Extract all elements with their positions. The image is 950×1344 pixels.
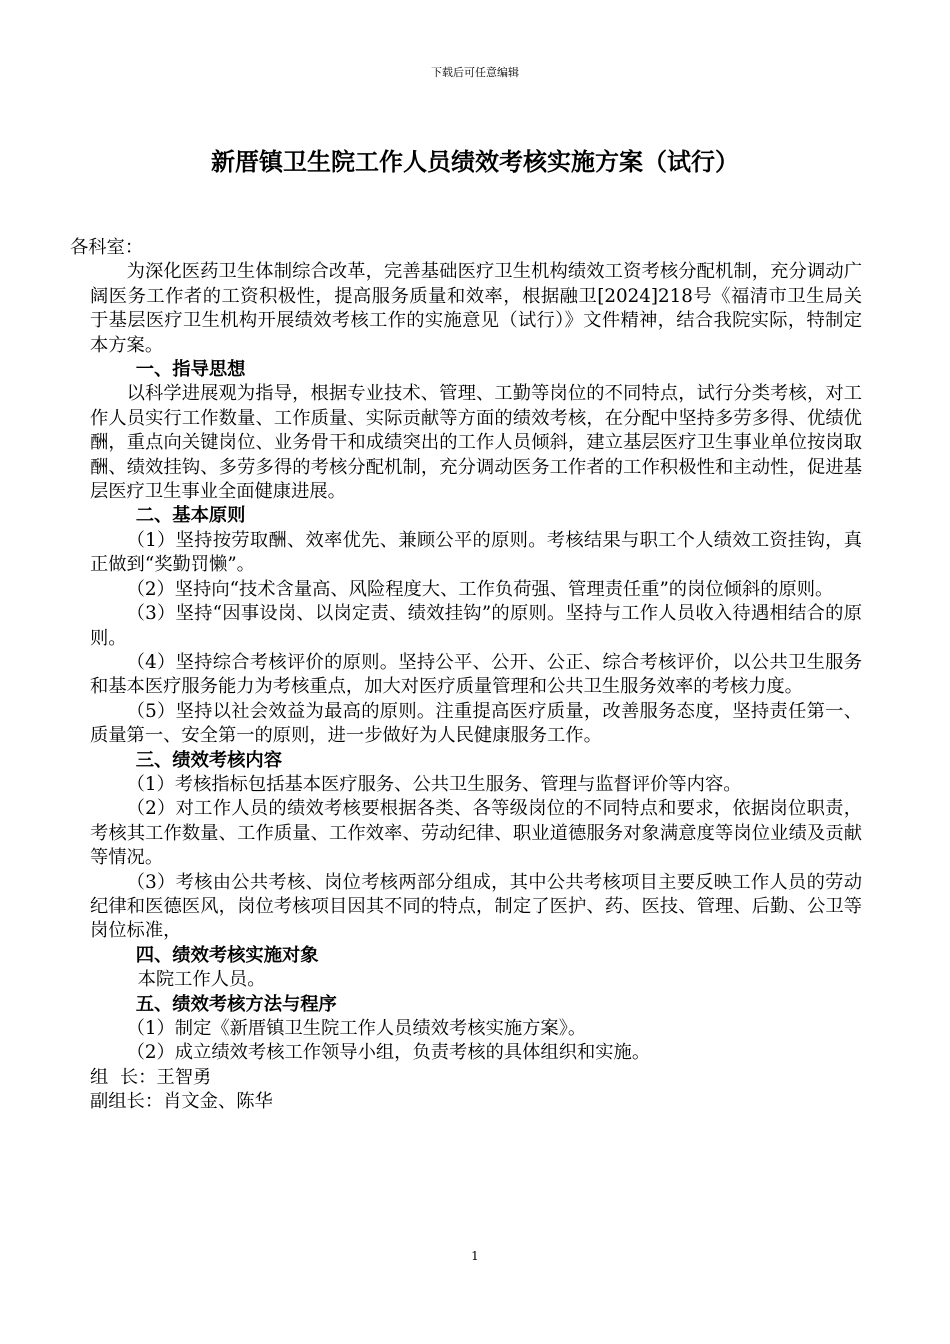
section-heading-basic-principles: 二、基本原则	[135, 505, 246, 527]
paragraph: （1）坚持按劳取酬、效率优先、兼顾公平的原则。考核结果与职工个人绩效工资挂钩，真正做到“奖勤罚懒”。	[90, 529, 862, 576]
paragraph: 本院工作人员。	[137, 969, 266, 991]
paragraph: （1）考核指标包括基本医疗服务、公共卫生服务、管理与监督评价等内容。	[126, 773, 742, 795]
document-body	[70, 236, 862, 1115]
paragraph: （5）坚持以社会效益为最高的原则。注重提高医疗质量，改善服务态度，坚持责任第一、质量第一、安全第一的原则，进一步做好为人民健康服务工作。	[90, 700, 862, 747]
intro-paragraph: 为深化医药卫生体制综合改革，完善基础医疗卫生机构绩效工资考核分配机制，充分调动广阔医务工作者的工资积极性，提高服务质量和效率，根据融卫[2024]218号《福清市卫生局关于基层医疗卫生机构开展绩效考核工作的实施意见（试行）》文件精神，结合我院实际，特制定本方案。	[90, 261, 862, 356]
team-deputy: 副组长：肖文金、陈华	[90, 1091, 273, 1113]
paragraph: 以科学进展观为指导，根据专业技术、管理、工勤等岗位的不同特点，试行分类考核，对工作人员实行工作数量、工作质量、实际贡献等方面的绩效考核，在分配中坚持多劳多得、优绩优酬，重点向关键岗位、业务骨干和成绩突出的工作人员倾斜，建立基层医疗卫生事业单位按岗取酬、绩效挂钩、多劳多得的考核分配机制，充分调动医务工作者的工作积极性和主动性，促进基层医疗卫生事业全面健康进展。	[90, 383, 862, 503]
salutation: 各科室：	[70, 237, 144, 258]
section-heading-assessment-targets: 四、绩效考核实施对象	[135, 944, 319, 966]
paragraph: （3）考核由公共考核、岗位考核两部分组成，其中公共考核项目主要反映工作人员的劳动纪律和医德医风，岗位考核项目因其不同的特点，制定了医护、药、医技、管理、后勤、公卫等岗位标准，	[90, 871, 862, 942]
paragraph: （2）对工作人员的绩效考核要根据各类、各等级岗位的不同特点和要求，依据岗位职责，考核其工作数量、工作质量、工作效率、劳动纪律、职业道德服务对象满意度等岗位业绩及贡献等情况。	[90, 798, 862, 869]
section-heading-methods-procedures: 五、绩效考核方法与程序	[135, 993, 337, 1015]
section-heading-guiding-thought: 一、指导思想	[135, 359, 246, 381]
paragraph: （3）坚持“因事设岗、以岗定责、绩效挂钩”的原则。坚持与工作人员收入待遇相结合的原则。	[90, 603, 862, 649]
paragraph: （2）坚持向“技术含量高、风险程度大、工作负荷强、管理责任重”的岗位倾斜的原则。	[126, 578, 834, 600]
section-heading-assessment-content: 三、绩效考核内容	[135, 749, 282, 771]
paragraph: （2）成立绩效考核工作领导小组，负责考核的具体组织和实施。	[126, 1042, 651, 1064]
header-note: 下载后可任意编辑	[431, 66, 519, 79]
page-number: 1	[471, 1249, 479, 1263]
document-title: 新厝镇卫生院工作人员绩效考核实施方案（试行）	[211, 147, 739, 176]
paragraph: （4）坚持综合考核评价的原则。坚持公平、公开、公正、综合考核评价，以公共卫生服务和基本医疗服务能力为考核重点，加大对医疗质量管理和公共卫生服务效率的考核力度。	[90, 651, 862, 698]
team-leader: 组 长：王智勇	[90, 1066, 212, 1088]
paragraph: （1）制定《新厝镇卫生院工作人员绩效考核实施方案》。	[126, 1018, 587, 1039]
